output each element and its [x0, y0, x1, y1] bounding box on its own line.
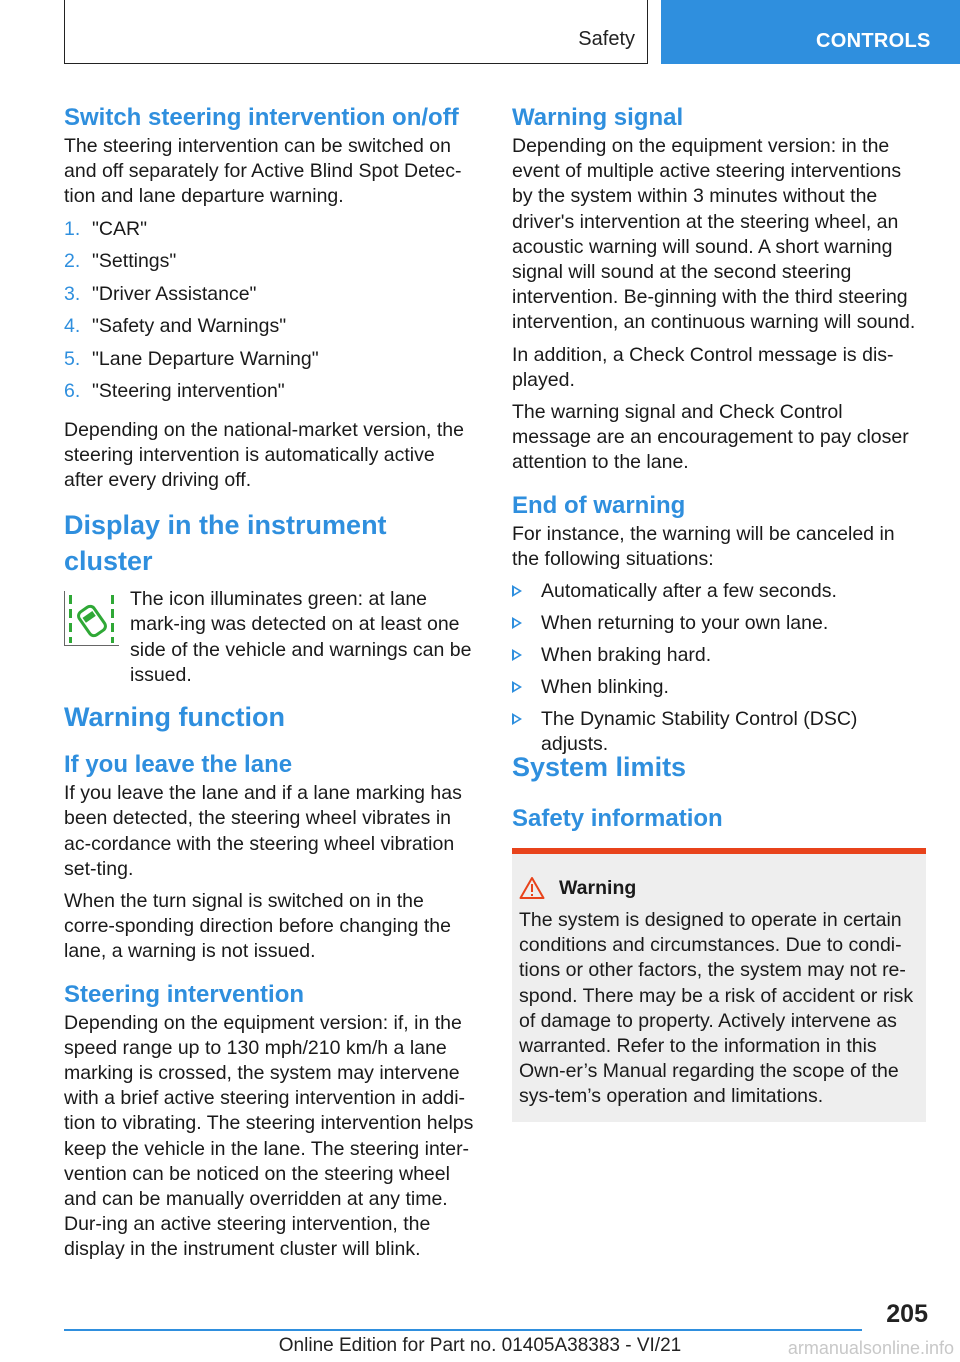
- list-item: [512, 707, 926, 756]
- warning-box: [512, 848, 926, 1122]
- left-column: [64, 102, 478, 1270]
- footer-rule: [64, 1329, 862, 1331]
- step-number: 5.: [64, 347, 81, 370]
- switch-heading: Switch steering intervention on/off: [64, 104, 459, 131]
- switch-intro: The steering intervention can be switched on and off separately for Active Blind Spot Detec-tion and lane departure warning.: [64, 135, 462, 208]
- step-text: "Steering intervention": [92, 380, 285, 403]
- end-of-warning-list: [512, 579, 926, 756]
- header-chapter-tab: CONTROLS: [661, 0, 960, 64]
- bullet-triangle-icon: [512, 681, 522, 693]
- leave-lane-paragraph-2: When the turn signal is switched on in the corre-sponding direction before changing the lane, a warning is not issued.: [64, 890, 452, 963]
- display-icon-row: [64, 587, 478, 687]
- right-column: [512, 102, 926, 1122]
- step-number: 4.: [64, 315, 81, 338]
- header-section-box: [64, 0, 648, 64]
- bullet-triangle-icon: [512, 617, 522, 629]
- warning-title: [519, 876, 918, 901]
- step-item: [64, 249, 478, 282]
- steering-intervention-paragraph: Depending on the equipment version: if, in the speed range up to 130 mph/210 km/h a lane marking is crossed, the system may intervene with a brief active steering intervention in addi-tion to vibrating. The steering intervention helps keep the vehicle in the lane. The steering inter-vention can be noticed on the steering wheel and can be manually overridden at any time. Dur-ing an active steering intervention, the display in the instrument cluster will blink.: [64, 1011, 474, 1261]
- switch-outro: Depending on the national-market version, the steering intervention is automatically active after every driving off.: [64, 418, 464, 492]
- warning-signal-paragraph-3: The warning signal and Check Control message are an encouragement to pay closer attention to the lane.: [512, 401, 909, 474]
- warning-title-text: Warning: [559, 877, 637, 900]
- warning-function-heading: Warning function: [64, 702, 285, 733]
- step-item: [64, 314, 478, 347]
- steering-intervention-heading: Steering intervention: [64, 980, 305, 1008]
- system-limits-heading: System limits: [512, 752, 687, 783]
- safety-information-heading: Safety information: [512, 805, 723, 833]
- list-item-text: When blinking.: [541, 676, 669, 699]
- list-item-text: Automatically after a few seconds.: [541, 580, 837, 603]
- step-number: 6.: [64, 380, 81, 403]
- step-text: "Settings": [92, 250, 177, 273]
- list-item: [512, 579, 926, 611]
- step-text: "CAR": [92, 217, 148, 240]
- display-heading: Display in the instrument cluster: [64, 510, 387, 577]
- step-text: "Lane Departure Warning": [92, 347, 319, 370]
- step-number: 3.: [64, 282, 81, 305]
- bullet-triangle-icon: [512, 713, 522, 725]
- end-of-warning-intro: For instance, the warning will be canceled in the following situations:: [512, 522, 895, 570]
- end-of-warning-heading: End of warning: [512, 491, 686, 519]
- step-number: 2.: [64, 250, 81, 273]
- warning-text: The system is designed to operate in certain conditions and circumstances. Due to condi-tions or other factors, the system may not re-spond. There may be a risk of accident or risk of damage to property. Actively intervene as warranted. Refer to the information in this Own-er’s Manual regarding the scope of the sys-tem’s operation and limitations.: [519, 909, 914, 1108]
- switch-steps-list: [64, 217, 478, 412]
- warning-triangle-icon: [519, 876, 545, 900]
- watermark: armanualsonline.info: [787, 1338, 954, 1358]
- page-number: 205: [886, 1300, 928, 1328]
- list-item-text: When braking hard.: [541, 644, 712, 667]
- step-item: [64, 347, 478, 380]
- lane-departure-icon: [64, 591, 119, 646]
- warning-signal-paragraph-2: In addition, a Check Control message is dis-played.: [512, 343, 894, 391]
- step-item: [64, 379, 478, 412]
- step-text: "Driver Assistance": [92, 282, 257, 305]
- bullet-triangle-icon: [512, 649, 522, 661]
- display-icon-text: The icon illuminates green: at lane mark-ing was detected on at least one side of the vehicle and warnings can be issued.: [130, 588, 472, 686]
- step-item: [64, 217, 478, 250]
- warning-signal-heading: Warning signal: [512, 104, 684, 131]
- step-text: "Safety and Warnings": [92, 315, 287, 338]
- header-section-label: Safety: [578, 28, 635, 50]
- leave-lane-heading: If you leave the lane: [64, 751, 293, 779]
- list-item: [512, 675, 926, 707]
- bullet-triangle-icon: [512, 585, 522, 597]
- warning-signal-paragraph-1: Depending on the equipment version: in the event of multiple active steering interventions by the system within 3 minutes without the driver's intervention at the steering wheel, an acoustic warning will sound. A short warning signal will sound at the second steering intervention. Be-ginning with the third steering intervention, an continuous warning will sound.: [512, 135, 916, 334]
- list-item: [512, 643, 926, 675]
- footer-edition: Online Edition for Part no. 01405A38383 - VI/21: [278, 1335, 682, 1356]
- leave-lane-paragraph-1: If you leave the lane and if a lane marking has been detected, the steering wheel vibrates in ac-cordance with the steering wheel vibration set-ting.: [64, 782, 462, 880]
- list-item-text: When returning to your own lane.: [541, 612, 829, 635]
- step-item: [64, 282, 478, 315]
- step-number: 1.: [64, 217, 81, 240]
- list-item-text: The Dynamic Stability Control (DSC) adjusts.: [541, 708, 858, 756]
- list-item: [512, 611, 926, 643]
